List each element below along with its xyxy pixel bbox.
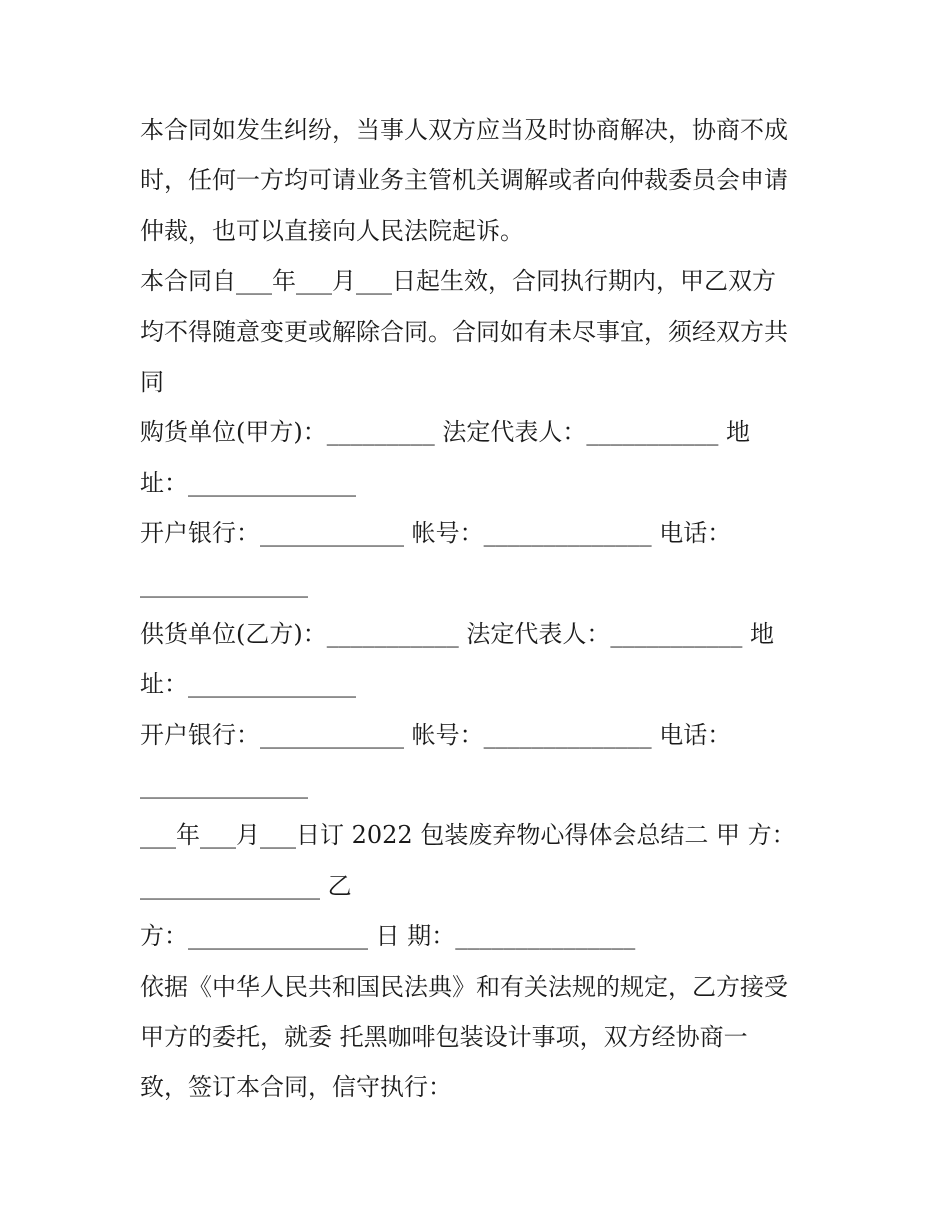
supplier-unit-line: 供货单位(乙方)：___________ 法定代表人：___________ 地 <box>140 619 774 648</box>
text-line: 本合同自___年___月___日起生效，合同执行期内，甲乙双方 <box>140 267 776 296</box>
text-line: 均不得随意变更或解除合同。合同如有未尽事宜，须经双方共 <box>140 317 788 346</box>
buyer-unit-line: 购货单位(甲方)：_________ 法定代表人：___________ 地 <box>140 418 750 447</box>
supplier-phone-blank: ______________ <box>140 771 308 800</box>
supplier-bank-line: 开户银行：____________ 帐号：______________ 电话： <box>140 720 732 749</box>
buyer-phone-blank: ______________ <box>140 569 308 598</box>
text-line: 本合同如发生纠纷，当事人双方应当及时协商解决，协商不成 <box>140 116 788 144</box>
date-title-line: ___年___月___日订 2022 包装废弃物心得体会总结二 甲 方： <box>140 821 796 850</box>
text-line: 甲方的委托，就委 托黑咖啡包装设计事项，双方经协商一 <box>140 1023 748 1052</box>
party-b-date-line: 方：_______________ 日 期：_______________ <box>140 922 636 951</box>
text-line: 仲裁，也可以直接向人民法院起诉。 <box>140 216 524 245</box>
text-line: 依据《中华人民共和国民法典》和有关法规的规定，乙方接受 <box>140 972 788 1001</box>
text-line: 致，签订本合同，信守执行： <box>140 1073 452 1102</box>
party-a-blank-line: _______________ 乙 <box>140 871 352 900</box>
text-line: 时，任何一方均可请业务主管机关调解或者向仲裁委员会申请 <box>140 166 788 195</box>
buyer-bank-line: 开户银行：____________ 帐号：______________ 电话： <box>140 519 732 548</box>
document-body <box>140 105 820 1113</box>
text-line: 同 <box>140 367 164 396</box>
supplier-address-line: 址：______________ <box>140 670 356 699</box>
buyer-address-line: 址：______________ <box>140 468 356 497</box>
